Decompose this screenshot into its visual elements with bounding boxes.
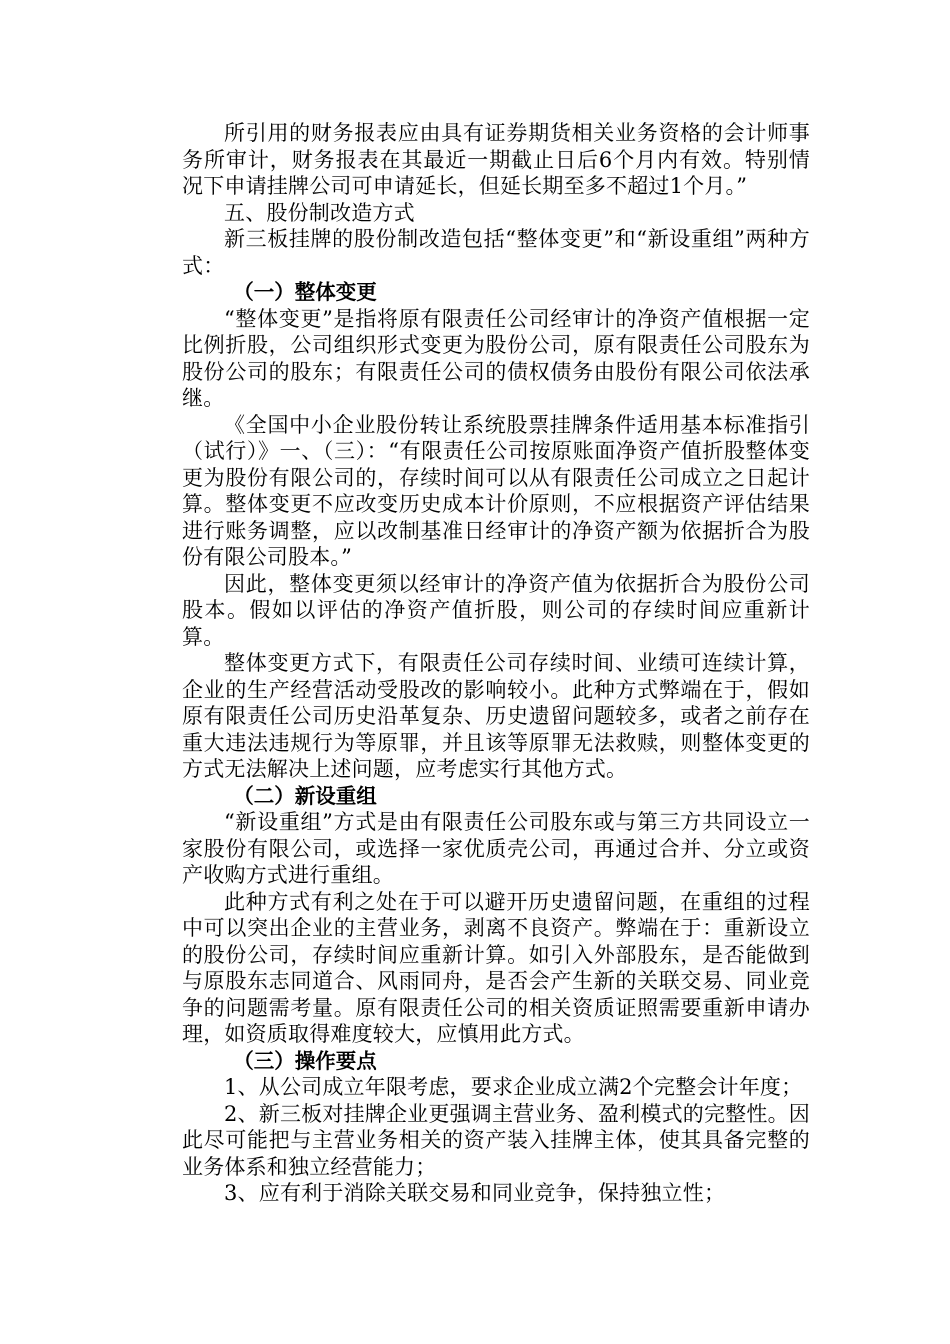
list-item-point-3: 3、应有利于消除关联交易和同业竞争，保持独立性； xyxy=(224,1181,726,1205)
paragraph-therefore: 因此，整体变更须以经审计的净资产值为依据折合为股份公司股本。假如以评估的净资产值折股，则公司的存续时间应重新计算。 xyxy=(182,571,810,649)
heading-new-restructuring: （二）新设重组 xyxy=(233,783,377,808)
section-title-share-reform: 五、股份制改造方式 xyxy=(224,200,415,225)
list-item-point-1: 1、从公司成立年限考虑，要求企业成立满2个完整会计年度； xyxy=(224,1075,803,1099)
heading-overall-change: （一）整体变更 xyxy=(233,280,377,304)
paragraph-new-restructuring-definition: “新设重组”方式是由有限责任公司股东或与第三方共同设立一家股份有限公司，或选择一家优质壳公司，再通过合并、分立或资产收购方式进行重组。 xyxy=(182,810,810,887)
paragraph-two-methods: 新三板挂牌的股份制改造包括“整体变更”和“新设重组”两种方式： xyxy=(182,227,810,278)
paragraph-financial-statements: 所引用的财务报表应由具有证券期货相关业务资格的会计师事务所审计，财务报表在其最近一期截止日后6个月内有效。特别情况下申请挂牌公司可申请延长，但延长期至多不超过1个月。” xyxy=(182,121,810,198)
heading-key-points: （三）操作要点 xyxy=(233,1048,377,1073)
list-item-point-2: 2、新三板对挂牌企业更强调主营业务、盈利模式的完整性。因此尽可能把与主营业务相关的资产装入挂牌主体，使其具备完整的业务体系和独立经营能力； xyxy=(182,1101,810,1179)
document-page xyxy=(182,120,810,1207)
paragraph-guideline-quote: 《全国中小企业股份转让系统股票挂牌条件适用基本标准指引（试行）》一、（三）：“有限责任公司按原账面净资产值折股整体变更为股份有限公司的，存续时间可以从有限责任公司成立之日起计算。整体变更不应改变历史成本计价原则，不应根据资产评估结果进行账务调整，应以改制基准日经审计的净资产额为依据折合为股份有限公司股本。” xyxy=(182,412,810,569)
paragraph-overall-change-definition: “整体变更”是指将原有限责任公司经审计的净资产值根据一定比例折股，公司组织形式变更为股份公司，原有限责任公司股东为股份公司的股东；有限责任公司的债权债务由股份有限公司依法承继。 xyxy=(182,306,810,410)
paragraph-new-restructuring-pros-cons: 此种方式有利之处在于可以避开历史遗留问题，在重组的过程中可以突出企业的主营业务，剥离不良资产。弊端在于：重新设立的股份公司，存续时间应重新计算。如引入外部股东，是否能做到与原股东志同道合、风雨同舟，是否会产生新的关联交易、同业竞争的问题需考量。原有限责任公司的相关资质证照需要重新申请办理，如资质取得难度较大，应慎用此方式。 xyxy=(182,889,810,1046)
paragraph-overall-change-pros-cons: 整体变更方式下，有限责任公司存续时间、业绩可连续计算，企业的生产经营活动受股改的影响较小。此种方式弊端在于，假如原有限责任公司历史沿革复杂、历史遗留问题较多，或者之前存在重大违法违规行为等原罪，并且该等原罪无法救赎，则整体变更的方式无法解决上述问题，应考虑实行其他方式。 xyxy=(182,651,810,781)
